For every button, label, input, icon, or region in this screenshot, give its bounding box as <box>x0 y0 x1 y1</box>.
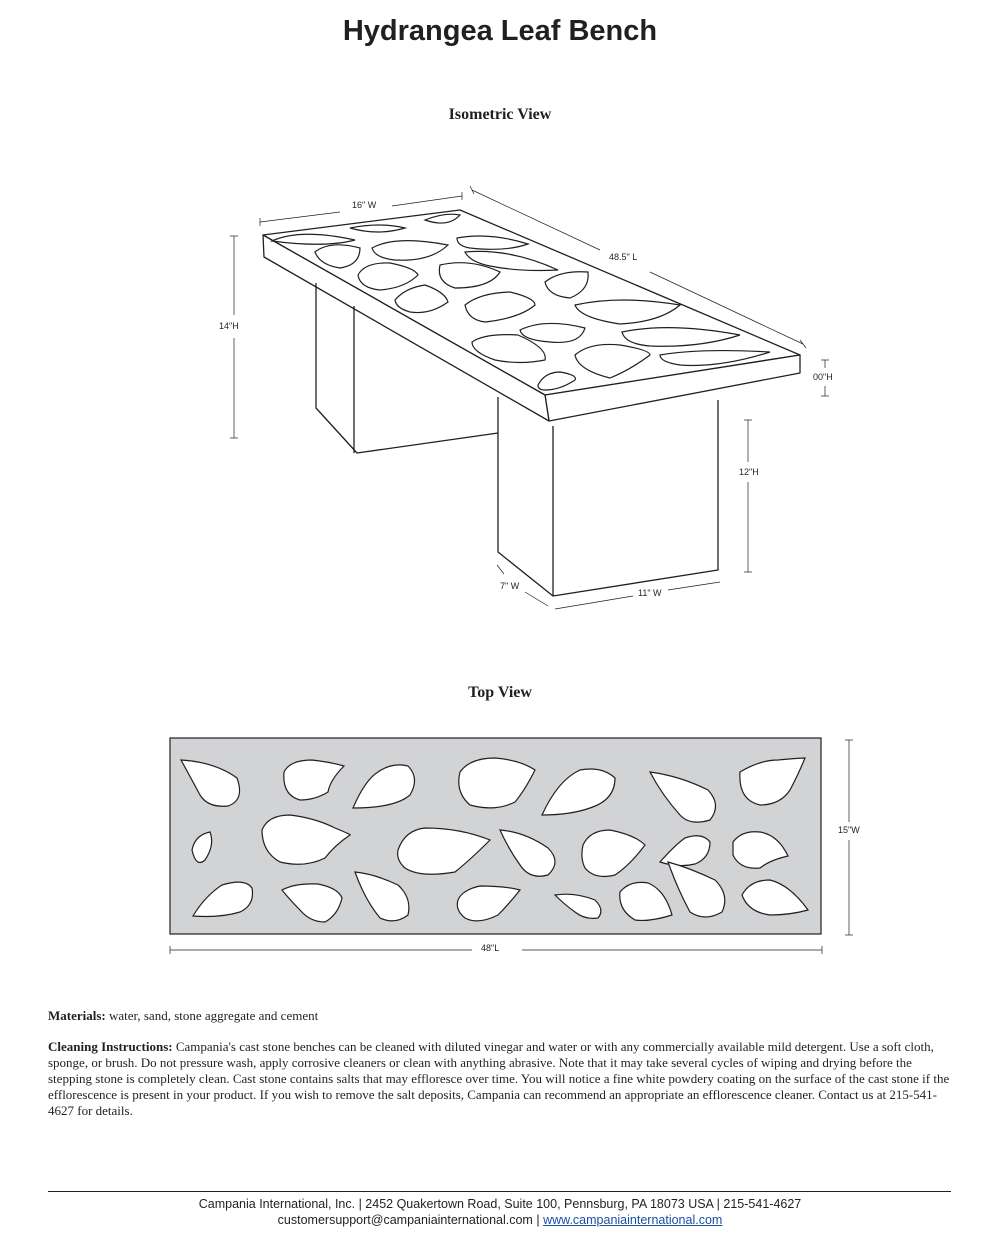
dim-top-width: 16" W <box>352 200 377 210</box>
cleaning-text: Campania's cast stone benches can be cleaned with diluted vinegar and water or with any commercially available mild detergent. Use a soft cloth, sponge, or brush. Do not pressure wash, apply corrosive cleaners or clean with anything abrasive. Note that it may take several cycles of wiping and drying before the stepping stone is completely clean. Cast stone contains salts that may effloresce over time. You will notice a fine white powdery coating on the surface of the cast stone if the efflorescence is present in your product. If you wish to remove the salt deposits, Campania can recommend an appropriate an efflorescence cleaner. Contact us at 215-541-4627 for details. <box>48 1039 950 1118</box>
dim-top-view-width: 15"W <box>838 825 860 835</box>
footer-address: Campania International, Inc. | 2452 Quakertown Road, Suite 100, Pennsburg, PA 18073 USA | 215-541-4627 <box>198 1197 802 1211</box>
cleaning-paragraph <box>48 1039 953 1119</box>
footer-separator: | <box>532 1213 544 1227</box>
footer-divider <box>48 1191 951 1192</box>
dim-length: 48.5" L <box>609 252 638 262</box>
dim-leg-height: 12"H <box>739 467 759 477</box>
page-title: Hydrangea Leaf Bench <box>342 15 658 47</box>
footer-email[interactable]: customersupport@campaniainternational.com <box>277 1213 533 1227</box>
dim-leg-width: 11" W <box>638 588 662 598</box>
materials-text: water, sand, stone aggregate and cement <box>105 1008 319 1023</box>
dim-height: 14"H <box>219 321 239 331</box>
isometric-view-heading: Isometric View <box>448 106 552 123</box>
top-view-heading: Top View <box>468 684 532 701</box>
footer-contact <box>0 1213 1000 1227</box>
materials-label: Materials: <box>48 1008 106 1023</box>
dim-top-thickness: 00"H <box>813 372 833 382</box>
cleaning-label: Cleaning Instructions: <box>48 1039 173 1054</box>
materials-paragraph <box>48 1008 953 1024</box>
footer-website-link[interactable]: www.campaniainternational.com <box>543 1213 723 1227</box>
dim-top-view-length: 48"L <box>481 943 500 953</box>
dim-leg-depth: 7" W <box>500 581 520 591</box>
